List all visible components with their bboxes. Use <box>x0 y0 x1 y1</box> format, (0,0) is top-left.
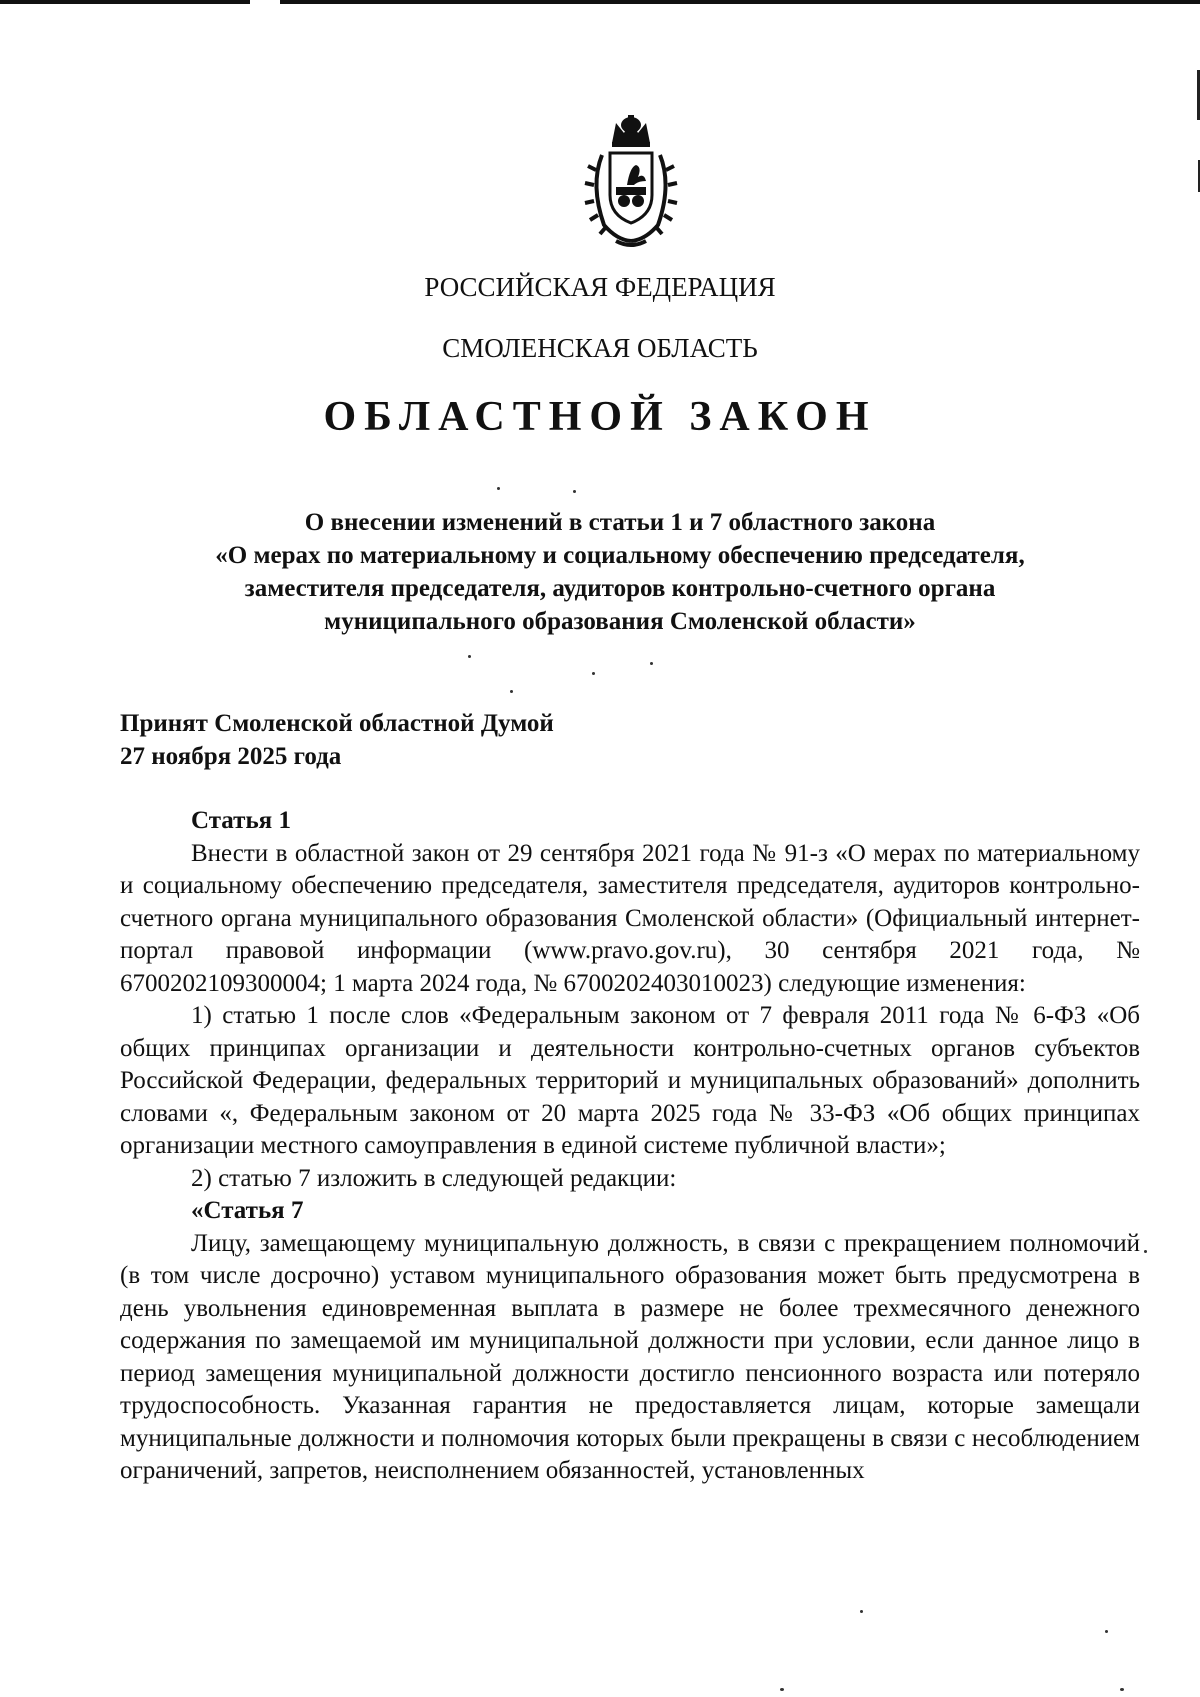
adoption-date: 27 ноября 2025 года <box>120 743 342 770</box>
law-title-line: «О мерах по материальному и социальному обеспечению председателя, <box>215 542 1025 569</box>
scan-speck <box>497 487 500 490</box>
law-title-line: О внесении изменений в статьи 1 и 7 областного закона <box>304 509 936 536</box>
region-name: СМОЛЕНСКАЯ ОБЛАСТЬ <box>442 333 758 363</box>
law-title-line: муниципального образования Смоленской области» <box>324 608 916 635</box>
scan-speck <box>650 662 653 665</box>
law-title-line: заместителя председателя, аудиторов контрольно-счетного органа <box>244 575 996 602</box>
scan-speck <box>1120 1688 1124 1691</box>
document-type: ОБЛАСТНОЙ ЗАКОН <box>323 394 877 440</box>
article-list-item: 2) статью 7 изложить в следующей редакции: <box>191 1164 677 1192</box>
scan-edge-bar <box>0 0 250 4</box>
scan-speck <box>1105 1630 1108 1633</box>
scan-speck <box>592 672 595 675</box>
article-heading: Статья 1 <box>191 807 291 834</box>
adoption-info <box>120 707 554 773</box>
scan-speck <box>1144 1250 1147 1253</box>
scan-edge-bar <box>280 0 1200 4</box>
quoted-article-heading: «Статья 7 <box>191 1197 304 1224</box>
adoption-body: Принят Смоленской областной Думой <box>120 710 554 737</box>
scan-speck <box>468 655 471 658</box>
article-paragraph: Внести в областной закон от 29 сентября 2021 года № 91-з «О мерах по материальному и социальному обеспечению председателя, заместителя председателя, аудиторов контрольно-счетного органа муниципального образования Смоленской области» (Официальный интернет-портал правовой информации (www.pravo.gov.ru), 30 сентября 2021 года, № 6700202109300004; 1 марта 2024 года, № 6700202403010023) следующие изменения: <box>120 839 1140 997</box>
document-body <box>120 805 1140 1488</box>
article-list-item: 1) статью 1 после слов «Федеральным законом от 7 февраля 2011 года № 6-ФЗ «Об общих принципах организации и деятельности контрольно-счетных органов субъектов Российской Федерации, федеральных территорий и муниципальных образований» дополнить словами «, Федеральным законом от 20 марта 2025 года № 33-ФЗ «Об общих принципах организации местного самоуправления в единой системе публичной власти»; <box>120 1002 1140 1159</box>
smolensk-coat-of-arms-icon <box>572 115 690 250</box>
country-name: РОССИЙСКАЯ ФЕДЕРАЦИЯ <box>424 272 776 302</box>
scan-speck <box>573 490 576 493</box>
scan-speck <box>510 690 513 693</box>
scan-speck <box>860 1610 863 1613</box>
scan-speck <box>780 1688 784 1691</box>
law-title <box>120 506 1120 638</box>
quoted-article-paragraph: Лицу, замещающему муниципальную должность, в связи с прекращением полномочий (в том числе досрочно) уставом муниципального образования может быть предусмотрена в день увольнения единовременная выплата в размере не более трехмесячного денежного содержания по замещаемой им муниципальной должности при условии, если данное лицо в период замещения муниципальной должности достигло пенсионного возраста или потеряло трудоспособность. Указанная гарантия не предоставляется лицам, которые замещали муниципальные должности и полномочия которых были прекращены в связи с несоблюдением ограничений, запретов, неисполнением обязанностей, установленных <box>120 1229 1140 1484</box>
